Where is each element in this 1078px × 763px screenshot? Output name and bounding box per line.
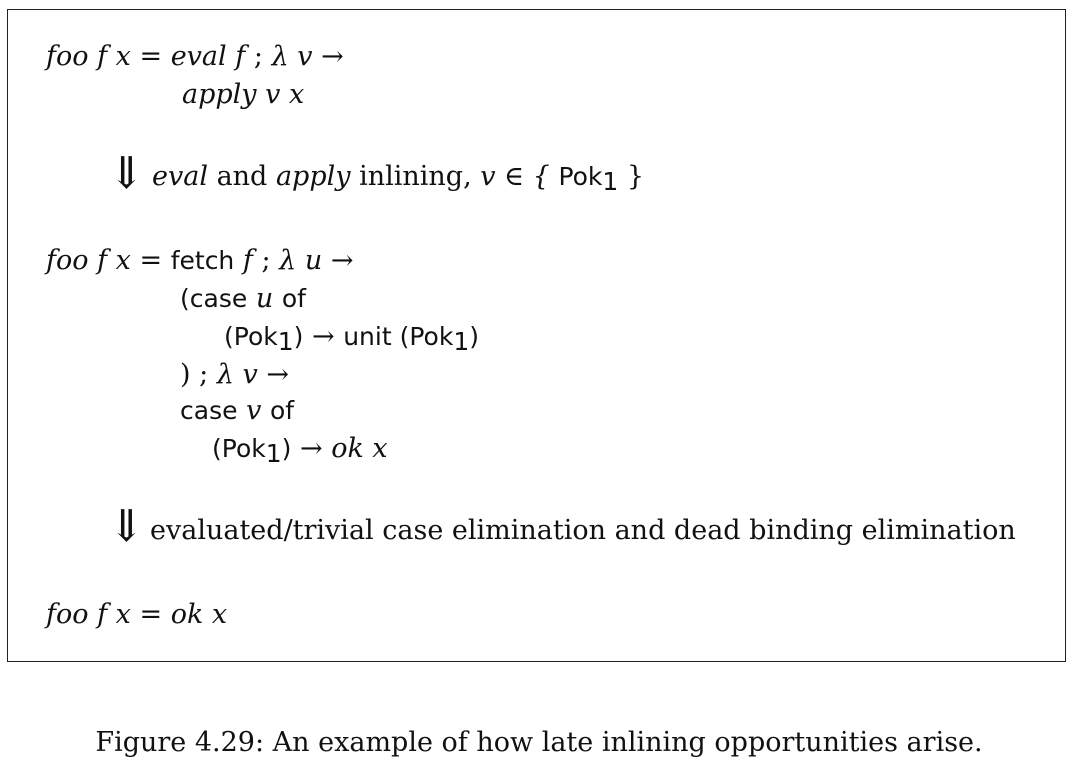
inlining-word: inlining, — [359, 161, 472, 192]
before-line-2: apply v x — [182, 79, 305, 110]
alt1-pattern: (Pok — [224, 322, 278, 351]
middle-line-4 — [180, 358, 289, 392]
lambda-v: λ v → — [271, 41, 344, 72]
middle-line-3 — [224, 320, 479, 354]
apply-word: apply — [275, 161, 351, 192]
lhs: foo f x — [46, 599, 131, 630]
constructor-pok: Pok — [558, 162, 603, 191]
var-u: u — [255, 283, 274, 314]
of-keyword: of — [281, 284, 306, 313]
lhs: foo f x — [46, 245, 131, 276]
alt1-subscript: 1 — [277, 327, 294, 356]
alt2-pattern: (Pok — [212, 434, 266, 463]
unit-subscript: 1 — [453, 327, 470, 356]
equals: = — [139, 41, 163, 72]
alt1-pattern-close: ) — [293, 322, 304, 351]
of-keyword-2: of — [269, 396, 295, 425]
double-down-arrow-icon: ⇓ — [108, 148, 145, 199]
figure-box — [7, 9, 1066, 662]
case-keyword: case — [180, 396, 238, 425]
lambda-v: λ v → — [216, 359, 289, 390]
middle-line-5 — [180, 394, 294, 428]
set-close: } — [626, 161, 645, 192]
bind-semicolon-2: ; — [199, 359, 209, 390]
after-line — [46, 598, 227, 632]
middle-line-1 — [46, 244, 353, 278]
middle-line-6 — [212, 432, 388, 466]
figure-caption: Figure 4.29: An example of how late inlining opportunities arise. — [95, 727, 983, 758]
lambda-u: λ u → — [279, 245, 354, 276]
ok-expression: ok x — [331, 433, 388, 464]
equals: = — [139, 245, 163, 276]
step1-label — [152, 160, 644, 194]
fetch-keyword: fetch — [170, 246, 235, 275]
v-in-set: v ∈ { — [480, 161, 550, 192]
constructor-subscript: 1 — [602, 167, 619, 196]
and-word: and — [216, 161, 268, 192]
middle-line-2 — [180, 282, 306, 316]
eval-word: eval — [152, 161, 208, 192]
step2-label: evaluated/trivial case elimination and dead binding elimination — [150, 515, 1016, 546]
ok-expression: ok x — [170, 599, 228, 630]
arg-f: f — [235, 41, 246, 72]
alt2-subscript: 1 — [265, 439, 282, 468]
alt2-arrow: → — [299, 433, 323, 464]
var-v: v — [246, 395, 262, 426]
eval-keyword: eval — [170, 41, 227, 72]
equals: = — [139, 599, 163, 630]
alt1-arrow: → — [311, 321, 335, 352]
double-down-arrow-icon: ⇓ — [108, 501, 145, 552]
lhs: foo f x — [46, 41, 131, 72]
case-open: (case — [180, 284, 248, 313]
close-paren: ) — [180, 359, 191, 390]
unit-expression: unit (Pok — [343, 322, 454, 351]
arg-f: f — [242, 245, 253, 276]
bind-semicolon: ; — [253, 41, 263, 72]
alt2-pattern-close: ) — [281, 434, 292, 463]
bind-semicolon: ; — [261, 245, 271, 276]
unit-close: ) — [469, 322, 479, 351]
before-line-1 — [46, 40, 344, 74]
